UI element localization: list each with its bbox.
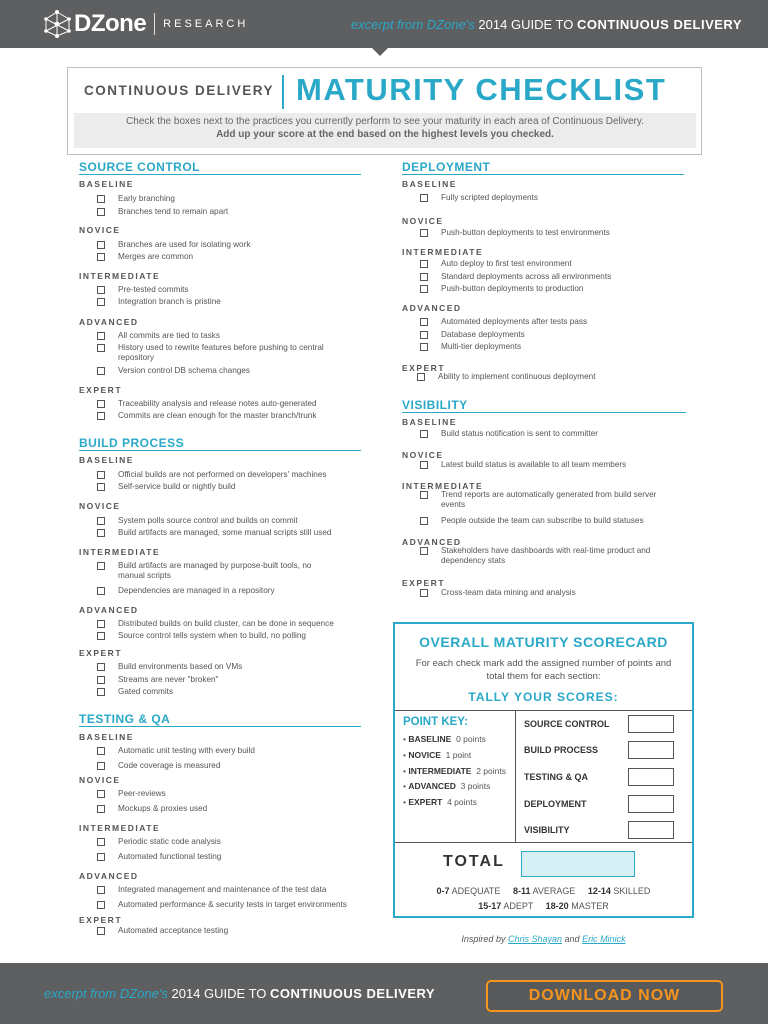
checklist-item: History used to rewrite features before pushing to central <box>118 343 324 352</box>
bottom-guide-to: GUIDE TO <box>204 986 267 1001</box>
checkbox[interactable] <box>97 517 105 525</box>
checklist-item: Branches are used for isolating work <box>118 240 251 249</box>
level-label: ADVANCED <box>79 605 139 615</box>
checkbox[interactable] <box>97 853 105 861</box>
level-label: NOVICE <box>79 501 121 511</box>
checklist-item: Version control DB schema changes <box>118 366 250 375</box>
top-banner <box>0 0 768 48</box>
scorecard-rule-bottom <box>395 842 692 843</box>
checkbox[interactable] <box>420 260 428 268</box>
credits <box>393 934 694 944</box>
level-label: NOVICE <box>402 450 444 460</box>
checklist-item: Early branching <box>118 194 175 203</box>
checkbox[interactable] <box>420 461 428 469</box>
checklist-item: Merges are common <box>118 252 194 261</box>
checklist-item: Database deployments <box>441 330 525 339</box>
point-key-points: 1 point <box>445 750 472 760</box>
checkbox[interactable] <box>97 676 105 684</box>
section-title-visibility: VISIBILITY <box>402 398 468 412</box>
point-key-points: 3 points <box>460 781 491 791</box>
page-title: MATURITY CHECKLIST <box>296 72 667 107</box>
checklist-item: Gated commits <box>118 687 174 696</box>
logo-research-label: RESEARCH <box>163 18 249 30</box>
checkbox[interactable] <box>97 529 105 537</box>
bottom-guide-name: CONTINUOUS DELIVERY <box>270 986 436 1001</box>
checkbox[interactable] <box>97 747 105 755</box>
section-rule <box>79 450 361 451</box>
level-label: BASELINE <box>79 732 134 742</box>
header-kicker: CONTINUOUS DELIVERY <box>84 83 275 98</box>
level-label: BASELINE <box>402 417 457 427</box>
section-title-build-process: BUILD PROCESS <box>79 436 185 450</box>
checkbox[interactable] <box>420 343 428 351</box>
checkbox[interactable] <box>97 663 105 671</box>
point-key-item: • NOVICE 1 point <box>403 750 472 760</box>
scorecard-rule-top <box>395 710 692 711</box>
section-title-deployment: DEPLOYMENT <box>402 160 491 174</box>
checklist-item: Pre-tested commits <box>118 285 189 294</box>
instructions-line-2: Add up your score at the end based on the highest levels you checked. <box>216 128 554 140</box>
dzone-logo[interactable] <box>42 10 248 38</box>
score-category-label: SOURCE CONTROL <box>524 719 610 729</box>
checklist-item: Distributed builds on build cluster, can be done in sequence <box>118 619 334 628</box>
scorecard-desc-line-2: total them for each section: <box>486 671 601 682</box>
top-guide-title <box>351 17 742 32</box>
checklist-item: Official builds are not performed on developers' machines <box>118 470 327 479</box>
top-guide-name: CONTINUOUS DELIVERY <box>576 17 742 32</box>
level-label: ADVANCED <box>402 537 462 547</box>
tally-heading: TALLY YOUR SCORES: <box>468 690 619 704</box>
level-label: NOVICE <box>79 225 121 235</box>
author-link-chris-shayan[interactable]: Chris Shayan <box>507 934 562 944</box>
checkbox[interactable] <box>97 367 105 375</box>
checkbox[interactable] <box>97 195 105 203</box>
level-label: EXPERT <box>79 648 123 658</box>
level-label: EXPERT <box>79 385 123 395</box>
checklist-item: manual scripts <box>118 571 171 580</box>
level-label: INTERMEDIATE <box>402 481 484 491</box>
checklist-item: Mockups & proxies used <box>118 804 208 813</box>
checklist-item: Streams are never "broken" <box>118 675 219 684</box>
checklist-item: events <box>441 500 466 509</box>
banner-notch <box>372 48 388 56</box>
total-label: TOTAL <box>443 853 505 870</box>
checkbox[interactable] <box>420 229 428 237</box>
section-rule <box>79 174 361 175</box>
scorecard-desc-line-1: For each check mark add the assigned number of points and <box>415 658 672 669</box>
range-label: MASTER <box>571 901 609 911</box>
score-category-label: TESTING & QA <box>524 772 589 782</box>
checklist-item: Build artifacts are managed, some manual scripts still used <box>118 528 332 537</box>
instructions-line-1: Check the boxes next to the practices you currently perform to see your maturity in each area of Continuous Delivery. <box>126 116 644 127</box>
point-key-level: ADVANCED <box>408 781 456 791</box>
checkbox[interactable] <box>97 298 105 306</box>
checklist-item: Latest build status is available to all team members <box>441 460 627 469</box>
point-key-points: 2 points <box>476 766 506 776</box>
maturity-scorecard <box>393 622 694 918</box>
checklist-item: Build artifacts are managed by purpose-built tools, no <box>118 561 312 570</box>
level-label: INTERMEDIATE <box>402 247 484 257</box>
score-category-label: VISIBILITY <box>524 825 570 835</box>
point-key-item: • BASELINE 0 points <box>403 734 486 744</box>
point-key-level: INTERMEDIATE <box>408 766 472 776</box>
point-key-item: • INTERMEDIATE 2 points <box>403 766 506 776</box>
checklist-item: Self-service build or nightly build <box>118 482 236 491</box>
checklist-item: Build status notification is sent to committer <box>441 429 598 438</box>
score-category-label: DEPLOYMENT <box>524 799 587 809</box>
point-key-title: POINT KEY: <box>403 716 468 728</box>
credits-prefix: Inspired by <box>461 934 506 944</box>
checkbox[interactable] <box>97 412 105 420</box>
point-key-level: NOVICE <box>408 750 441 760</box>
top-year: 2014 <box>478 17 508 32</box>
scorecard-title: OVERALL MATURITY SCORECARD <box>419 634 668 650</box>
section-rule <box>402 174 684 175</box>
checkbox[interactable] <box>420 547 428 555</box>
checklist-item: Automated functional testing <box>118 852 222 861</box>
score-ranges-row-2 <box>395 901 692 911</box>
bottom-banner <box>0 963 768 1024</box>
checklist-item: All commits are tied to tasks <box>118 331 220 340</box>
section-title-source-control: SOURCE CONTROL <box>79 160 200 174</box>
checklist-item: Automatic unit testing with every build <box>118 746 255 755</box>
score-input-box[interactable] <box>628 821 674 839</box>
checkbox[interactable] <box>420 273 428 281</box>
checkbox[interactable] <box>97 332 105 340</box>
checkbox[interactable] <box>97 241 105 249</box>
scorecard-rule-vertical <box>515 710 516 842</box>
checklist-item: repository <box>118 353 154 362</box>
checklist-header <box>67 67 702 155</box>
checkbox[interactable] <box>97 805 105 813</box>
checklist-item: Dependencies are managed in a repository <box>118 586 275 595</box>
checkbox[interactable] <box>97 838 105 846</box>
score-category-label: BUILD PROCESS <box>524 745 599 755</box>
checkbox[interactable] <box>97 901 105 909</box>
range-value: 15-17 <box>478 901 502 911</box>
checklist-item: Automated deployments after tests pass <box>441 317 588 326</box>
point-key-item: • ADVANCED 3 points <box>403 781 491 791</box>
score-input-box[interactable] <box>628 795 674 813</box>
network-logo-icon <box>42 10 72 38</box>
range-label: ADEQUATE <box>451 886 501 896</box>
range-value: 12-14 <box>587 886 611 896</box>
level-label: ADVANCED <box>79 317 139 327</box>
checkbox[interactable] <box>97 762 105 770</box>
checkbox[interactable] <box>420 517 428 525</box>
checkbox[interactable] <box>97 562 105 570</box>
checkbox[interactable] <box>97 208 105 216</box>
bottom-guide-title <box>44 986 435 1001</box>
checkbox[interactable] <box>97 688 105 696</box>
checkbox[interactable] <box>97 790 105 798</box>
checkbox[interactable] <box>420 589 428 597</box>
point-key-level: EXPERT <box>408 797 443 807</box>
range-value: 8-11 <box>512 886 531 896</box>
checkbox[interactable] <box>420 318 428 326</box>
checkbox[interactable] <box>417 373 425 381</box>
checklist-item: Automated acceptance testing <box>118 926 229 935</box>
point-key-points: 0 points <box>456 734 486 744</box>
checkbox[interactable] <box>97 620 105 628</box>
header-divider <box>282 75 284 109</box>
score-input-box[interactable] <box>628 768 674 786</box>
level-label: NOVICE <box>402 216 444 226</box>
level-label: NOVICE <box>79 775 121 785</box>
point-key-points: 4 points <box>447 797 477 807</box>
checkbox[interactable] <box>97 632 105 640</box>
checklist-item: Fully scripted deployments <box>441 193 538 202</box>
checklist-item: Integration branch is pristine <box>118 297 221 306</box>
checkbox[interactable] <box>97 886 105 894</box>
point-key-item: • EXPERT 4 points <box>403 797 477 807</box>
level-label: INTERMEDIATE <box>79 271 161 281</box>
checklist-item: System polls source control and builds on commit <box>118 516 298 525</box>
checklist-item: Traceability analysis and release notes auto-generated <box>118 399 317 408</box>
checklist-item: Commits are clean enough for the master branch/trunk <box>118 411 317 420</box>
checkbox[interactable] <box>420 430 428 438</box>
total-score-field[interactable] <box>521 851 635 877</box>
checklist-item: Periodic static code analysis <box>118 837 221 846</box>
checklist-item: Code coverage is measured <box>118 761 221 770</box>
level-label: EXPERT <box>402 363 446 373</box>
checkbox[interactable] <box>97 400 105 408</box>
checklist-item: Cross-team data mining and analysis <box>441 588 576 597</box>
checklist-item: Trend reports are automatically generated from build server <box>441 490 657 499</box>
section-rule <box>402 412 686 413</box>
checklist-item: Build environments based on VMs <box>118 662 243 671</box>
checkbox[interactable] <box>97 483 105 491</box>
checklist-item: Push-button deployments to production <box>441 284 584 293</box>
checkbox[interactable] <box>420 331 428 339</box>
author-link-eric-minick[interactable]: Eric Minick <box>582 934 626 944</box>
section-title-testing-qa: TESTING & QA <box>79 712 171 726</box>
checklist-item: Integrated management and maintenance of the test data <box>118 885 327 894</box>
top-excerpt-prefix: excerpt from DZone's <box>350 17 475 32</box>
level-label: EXPERT <box>402 578 446 588</box>
checkbox[interactable] <box>97 253 105 261</box>
bottom-year: 2014 <box>171 986 201 1001</box>
level-label: ADVANCED <box>79 871 139 881</box>
checklist-item: dependency stats <box>441 556 506 565</box>
level-label: BASELINE <box>79 455 134 465</box>
checkbox[interactable] <box>97 471 105 479</box>
range-value: 18-20 <box>545 901 569 911</box>
logo-divider <box>154 13 155 35</box>
checklist-item: Auto deploy to first test environment <box>441 259 572 268</box>
score-input-box[interactable] <box>628 741 674 759</box>
checkbox[interactable] <box>97 587 105 595</box>
level-label: INTERMEDIATE <box>79 823 161 833</box>
checkbox[interactable] <box>420 285 428 293</box>
instructions <box>74 113 696 148</box>
point-key-level: BASELINE <box>408 734 452 744</box>
checkbox[interactable] <box>97 927 105 935</box>
checklist-item: Peer-reviews <box>118 789 166 798</box>
checklist-item: Automated performance & security tests in target environments <box>118 900 347 909</box>
checkbox[interactable] <box>420 491 428 499</box>
checklist-item: Push-button deployments to test environments <box>441 228 610 237</box>
section-rule <box>79 726 361 727</box>
checklist-item: Multi-tier deployments <box>441 342 522 351</box>
logo-wordmark: DZone <box>74 10 147 37</box>
level-label: BASELINE <box>79 179 134 189</box>
range-value: 0-7 <box>436 886 450 896</box>
checkbox[interactable] <box>97 344 105 352</box>
level-label: BASELINE <box>402 179 457 189</box>
level-label: ADVANCED <box>402 303 462 313</box>
score-input-box[interactable] <box>628 715 674 733</box>
credits-and: and <box>564 934 580 944</box>
range-label: SKILLED <box>613 886 651 896</box>
top-guide-to: GUIDE TO <box>510 17 574 32</box>
score-ranges-row-1 <box>395 886 692 896</box>
range-label: AVERAGE <box>532 886 576 896</box>
level-label: INTERMEDIATE <box>79 547 161 557</box>
range-label: ADEPT <box>503 901 534 911</box>
checkbox[interactable] <box>97 286 105 294</box>
checklist-item: Standard deployments across all environments <box>441 272 612 281</box>
level-label: EXPERT <box>79 915 123 925</box>
bottom-excerpt-prefix: excerpt from DZone's <box>44 986 168 1001</box>
checklist-item: Branches tend to remain apart <box>118 207 229 216</box>
checklist-item: Source control tells system when to build, no polling <box>118 631 306 640</box>
scorecard-description <box>405 657 682 683</box>
checklist-item: Stakeholders have dashboards with real-time product and <box>441 546 651 555</box>
checklist-item: Ability to implement continuous deployment <box>438 372 596 381</box>
download-now-button[interactable]: DOWNLOAD NOW <box>486 980 723 1012</box>
checkbox[interactable] <box>420 194 428 202</box>
checklist-item: People outside the team can subscribe to build statuses <box>441 516 644 525</box>
